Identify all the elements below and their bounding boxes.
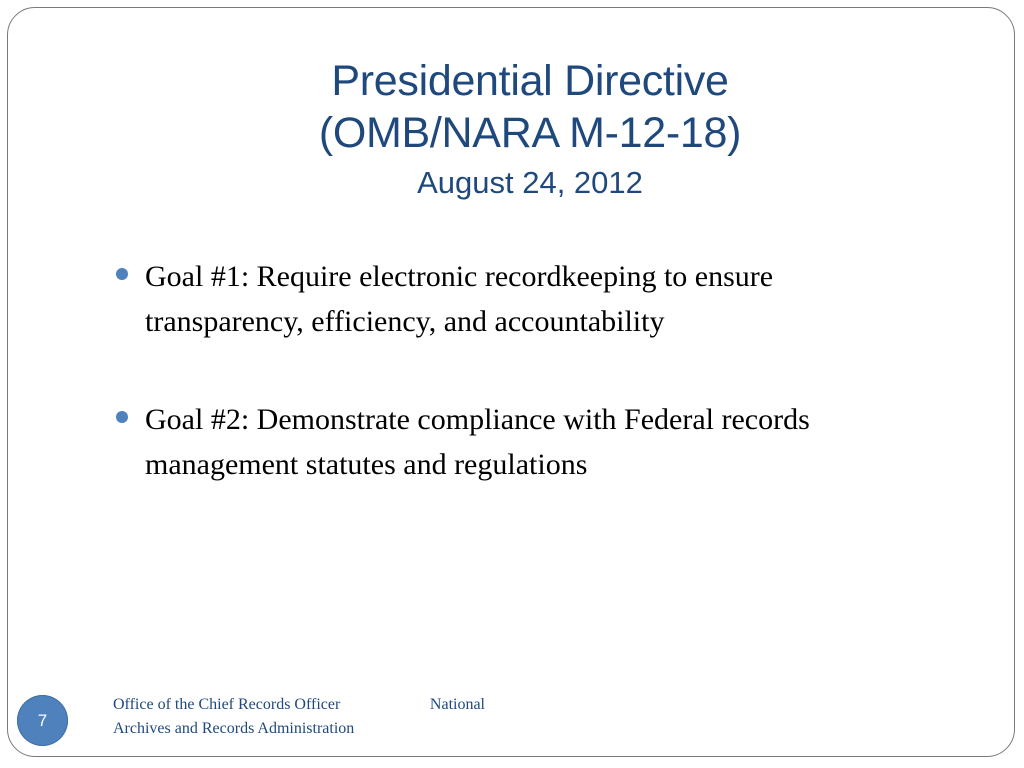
title-date: August 24, 2012 xyxy=(417,165,643,200)
slide-title xyxy=(130,55,930,203)
bullet-item xyxy=(114,397,914,487)
bullet-text: Goal #2: Demonstrate compliance with Federal records management statutes and regulations xyxy=(145,403,810,481)
footer-archives: Archives and Records Administration xyxy=(113,720,355,737)
footer-national: National xyxy=(429,696,485,713)
title-line-2: (OMB/NARA M-12-18) xyxy=(318,109,742,157)
bullet-dot-icon xyxy=(116,411,128,423)
page-number-badge: 7 xyxy=(17,695,68,746)
bullet-list xyxy=(114,254,914,540)
bullet-text: Goal #1: Require electronic recordkeeping to ensure transparency, efficiency, and accountability xyxy=(145,260,774,338)
bullet-item xyxy=(114,254,914,344)
title-line-1: Presidential Directive xyxy=(331,57,729,105)
footer-office: Office of the Chief Records Officer xyxy=(113,696,341,713)
bullet-dot-icon xyxy=(116,268,128,280)
footer xyxy=(113,693,513,741)
